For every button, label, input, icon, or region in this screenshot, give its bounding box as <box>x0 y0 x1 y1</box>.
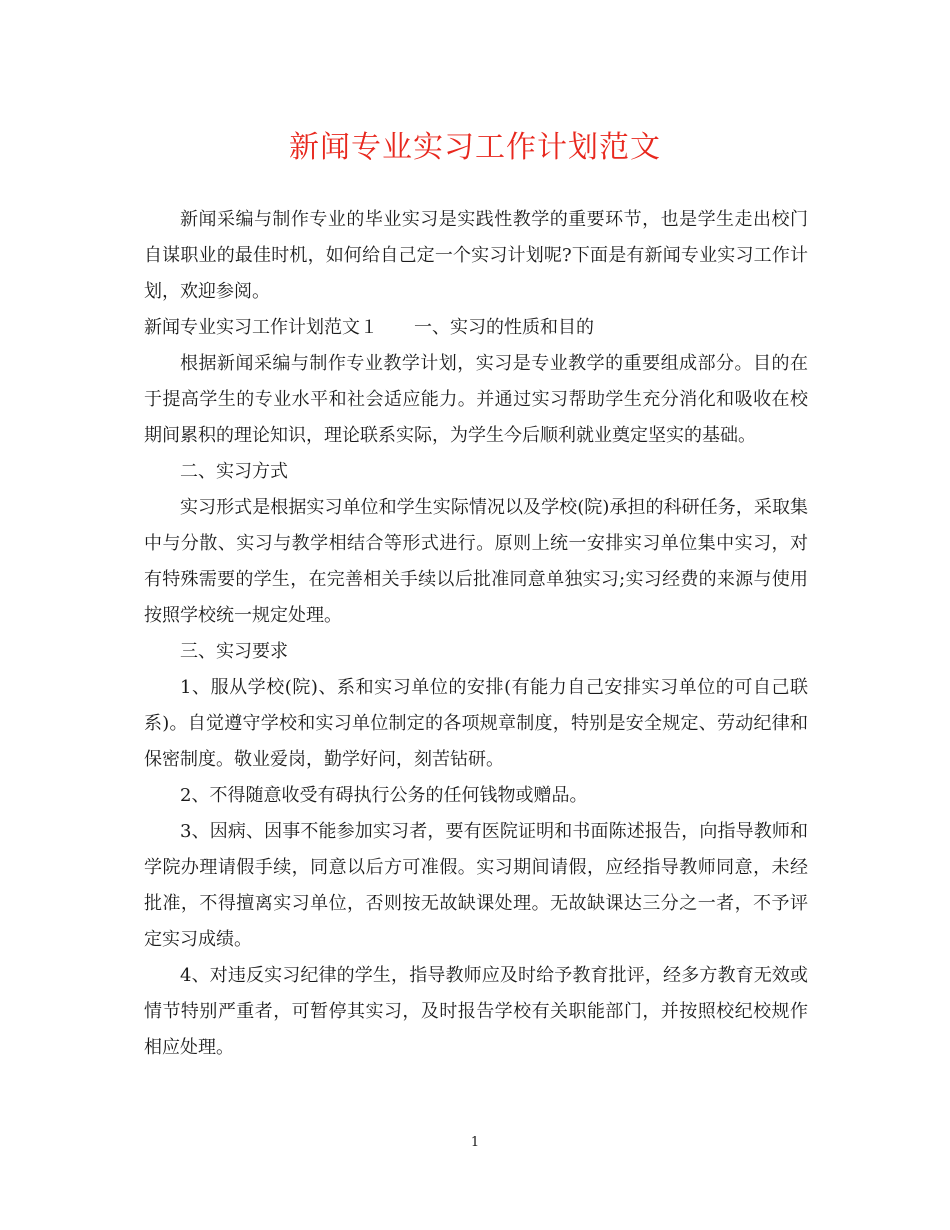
paragraph-requirement-4: 4、对违反实习纪律的学生，指导教师应及时给予教育批评，经多方教育无效或情节特别严重者，可暂停其实习，及时报告学校有关职能部门，并按照校纪校规作相应处理。 <box>144 965 808 1058</box>
paragraph-requirement-1: 1、服从学校(院)、系和实习单位的安排(有能力自己安排实习单位的可自己联系)。自觉遵守学校和实习单位制定的各项规章制度，特别是安全规定、劳动纪律和保密制度。敬业爱岗，勤学好问，刻苦钻研。 <box>144 677 808 770</box>
paragraph-requirement-3: 3、因病、因事不能参加实习者，要有医院证明和书面陈述报告，向指导教师和学院办理请假手续，同意以后方可准假。实习期间请假，应经指导教师同意，未经批准，不得擅离实习单位，否则按无故缺课处理。无故缺课达三分之一者，不予评定实习成绩。 <box>144 821 808 950</box>
document-title: 新闻专业实习工作计划范文 <box>289 130 661 165</box>
page-number: 1 <box>470 1135 480 1150</box>
paragraph-section-heading-1: 新闻专业实习工作计划范文１ 一、实习的性质和目的 <box>144 317 594 338</box>
paragraph-method: 实习形式是根据实习单位和学生实际情况以及学校(院)承担的科研任务，采取集中与分散、实习与教学相结合等形式进行。原则上统一安排实习单位集中实习，对有特殊需要的学生，在完善相关手续以后批准同意单独实习;实习经费的来源与使用按照学校统一规定处理。 <box>144 497 808 626</box>
paragraph-requirement-2: 2、不得随意收受有碍执行公务的任何钱物或赠品。 <box>180 785 588 806</box>
paragraph-section-heading-3: 三、实习要求 <box>180 641 288 662</box>
paragraph-purpose: 根据新闻采编与制作专业教学计划，实习是专业教学的重要组成部分。目的在于提高学生的专业水平和社会适应能力。并通过实习帮助学生充分消化和吸收在校期间累积的理论知识，理论联系实际，为学生今后顺利就业奠定坚实的基础。 <box>144 353 808 446</box>
paragraph-intro: 新闻采编与制作专业的毕业实习是实践性教学的重要环节，也是学生走出校门自谋职业的最佳时机，如何给自己定一个实习计划呢?下面是有新闻专业实习工作计划，欢迎参阅。 <box>144 209 808 302</box>
document-body <box>144 202 808 1066</box>
paragraph-section-heading-2: 二、实习方式 <box>180 461 288 482</box>
